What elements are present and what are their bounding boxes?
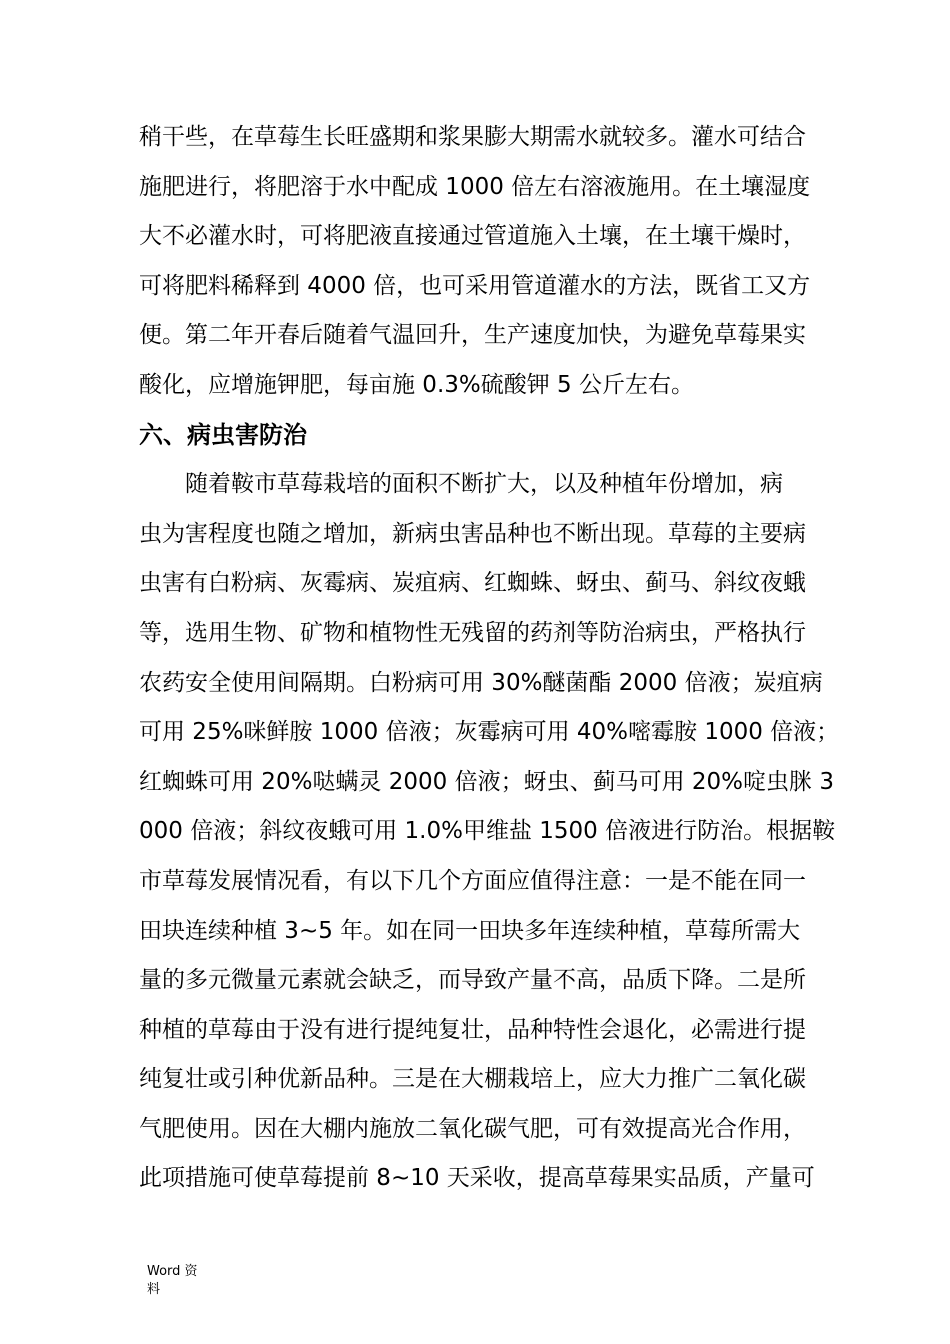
paragraph-line: 红蜘蛛可用 20%哒螨灵 2000 倍液；蚜虫、蓟马可用 20%啶虫脒 3 — [139, 768, 834, 795]
footer-label-line1: Word 资 — [147, 1264, 198, 1279]
paragraph-line: 种植的草莓由于没有进行提纯复壮，品种特性会退化，必需进行提 — [139, 1016, 806, 1043]
paragraph-line: 田块连续种植 3~5 年。如在同一田块多年连续种植，草莓所需大 — [139, 917, 801, 944]
paragraph-line: 量的多元微量元素就会缺乏，而导致产量不高，品质下降。二是所 — [139, 967, 806, 994]
document-body — [139, 113, 840, 1204]
section-heading: 六、病虫害防治 — [139, 420, 307, 449]
paragraph-line: 稍干些，在草莓生长旺盛期和浆果膨大期需水就较多。灌水可结合 — [139, 124, 806, 150]
paragraph-line: 等，选用生物、矿物和植物性无残留的药剂等防治病虫，严格执行 — [139, 619, 806, 646]
paragraph-line: 可用 25%咪鲜胺 1000 倍液；灰霉病可用 40%嘧霉胺 1000 倍液； — [139, 719, 840, 746]
paragraph-line: 气肥使用。因在大棚内施放二氧化碳气肥，可有效提高光合作用， — [139, 1115, 806, 1142]
footer-label-line2: 料 — [147, 1282, 161, 1297]
paragraph-line: 市草莓发展情况看，有以下几个方面应值得注意：一是不能在同一 — [139, 867, 806, 894]
paragraph-line: 施肥进行，将肥溶于水中配成 1000 倍左右溶液施用。在土壤湿度 — [139, 173, 811, 200]
paragraph-line: 可将肥料稀释到 4000 倍，也可采用管道灌水的方法，既省工又方 — [139, 272, 811, 299]
paragraph-line: 000 倍液；斜纹夜蛾可用 1.0%甲维盐 1500 倍液进行防治。根据鞍 — [139, 818, 836, 845]
page-footer — [147, 1263, 198, 1299]
paragraph-line: 此项措施可使草莓提前 8~10 天采收，提高草莓果实品质，产量可 — [139, 1165, 815, 1192]
paragraph-line: 虫为害程度也随之增加，新病虫害品种也不断出现。草莓的主要病 — [139, 520, 806, 547]
paragraph-line: 大不必灌水时，可将肥液直接通过管道施入土壤，在土壤干燥时， — [139, 223, 806, 250]
paragraph-line: 纯复壮或引种优新品种。三是在大棚栽培上，应大力推广二氧化碳 — [139, 1066, 806, 1093]
paragraph-line: 酸化，应增施钾肥，每亩施 0.3%硫酸钾 5 公斤左右。 — [139, 371, 694, 398]
paragraph-line: 便。第二年开春后随着气温回升，生产速度加快，为避免草莓果实 — [139, 322, 806, 349]
paragraph-line: 虫害有白粉病、灰霉病、炭疽病、红蜘蛛、蚜虫、蓟马、斜纹夜蛾 — [139, 570, 806, 597]
paragraph-line: 随着鞍市草莓栽培的面积不断扩大，以及种植年份增加，病 — [185, 471, 783, 498]
paragraph-line: 农药安全使用间隔期。白粉病可用 30%醚菌酯 2000 倍液；炭疽病 — [139, 669, 823, 696]
